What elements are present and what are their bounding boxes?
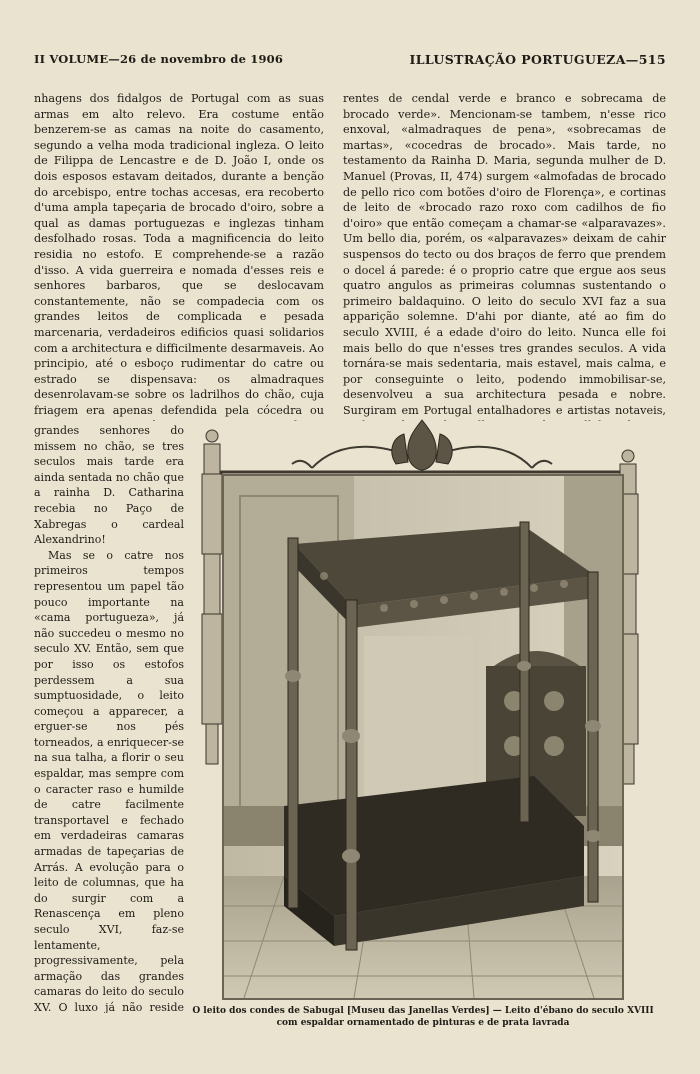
bed-photograph <box>222 474 624 1000</box>
article-column-right <box>343 91 666 421</box>
figure-caption <box>188 1005 658 1029</box>
four-poster-bed-illustration <box>224 476 622 998</box>
running-header <box>34 52 666 70</box>
caption-line: com espaldar ornamentado de pinturas e de prata lavrada <box>276 1018 570 1028</box>
article-paragraph: nhagens dos fidalgos de Portugal com as suas armas em alto relevo. Era costume então benzerem-se as camas na noite do casamento, segundo a velha moda tradicional ingleza. O leito de Filippa de Lencastre e de D. João I, onde os dois esposos estavam deitados, durante a benção do arcebispo, entre tochas accesas, era recoberto d'uma ampla tapeçaria de brocado d'oiro, sobre a qual as damas portuguezas e inglezas tinham desfolhado rosas. Toda a magnificencia do leito residia no estofo. E comprehende-se a razão d'isso. A vida guerreira e nomada d'esses reis e senhores barbaros, que se deslocavam constantemente, não se compadecia com os grandes leitos de complicada e pesada marcenaria, verdadeiros edificios quasi solidarios com a architectura e difficilmente desarmaveis. Ao principio, até o esboço rudimentar do catre ou estrado se dispensava: os almadraques desenrolavam-se sobre os ladrilhos do chão, cuja friagem era apenas defendida pela cócedra ou <box>34 92 324 417</box>
article-paragraph: rentes de cendal verde e branco e sobrecama de brocado verde». Mencionam-se tambem, n'esse rico enxoval, «almadraques de pena», «sobrecamas de martas», «cocedras de brocado». Mais tarde, no testamento da Rainha D. Maria, segunda mulher de D. Manuel (Provas, II, 474) surgem «almofadas de brocado de pello rico com botões d'oiro de Florença», e cortinas de leito de «brocado razo roxo com cadilhos de fio d'oiro» que então começam a chamar-se «alparavazes». Um bello dia, porém, os «alparavazes» deixam de cahir suspensos do tecto ou dos braços de ferro que prendem o docel á parede: é o proprio catre que ergue aos seus quatro angulos as primeiras columnas sustentando o primeiro baldaquino. O leito do seculo XVI faz a sua apparição solemne. D'ahi por diante, até ao fim do seculo XVIII, é a edade d'oiro do leito. Nunca elle foi mais bello do que n'esses tres grandes seculos. A vida tornára-se mais sedentaria, mais estavel, mais calma, e por conseguinte o leito, podendo immobilisar-se, desenvolveu a sua architectura pesada e nobre. Surgiram em Portugal entalhadores e artistas notaveis, <box>343 92 666 417</box>
article-column-narrow <box>34 423 184 1013</box>
caption-line: O leito dos condes de Sabugal [Museu das Janellas Verdes] — Leito d'ébano do seculo XVIII <box>192 1006 654 1016</box>
article-column-left <box>34 91 324 421</box>
article-paragraph: grandes senhores do missem no chão, se tres seculos mais tarde era ainda sentada no chão que a rainha D. Catharina recebia no Paço de Xabregas o cardeal Alexandrino! <box>34 424 184 547</box>
header-volume-date: II VOLUME—26 de novembro de 1906 <box>34 52 284 66</box>
header-journal-title: ILLUSTRAÇÃO PORTUGUEZA—515 <box>409 52 666 67</box>
article-paragraph: Mas se o catre nos primeiros tempos representou um papel tão pouco importante na «cama portugueza», já não succedeu o mesmo no seculo XV. Então, sem que por isso os estofos perdessem a sua sumptuosidade, o leito começou a apparecer, a erguer-se nos pés torneados, a enriquecer-se na sua talha, a florir o seu espaldar, mas sempre com o caracter raso e humilde de catre facilmente transportavel e fechado em verdadeiras camaras armadas de tapeçarias de Arrás. A evolução para o leito de columnas, que ha do surgir com a Renascença em pleno seculo XVI, faz-se lentamente, progressivamente, pela armação das grandes camaras do leito do seculo XV. O luxo já não reside <box>34 548 184 1013</box>
photograph-figure <box>192 416 652 1004</box>
